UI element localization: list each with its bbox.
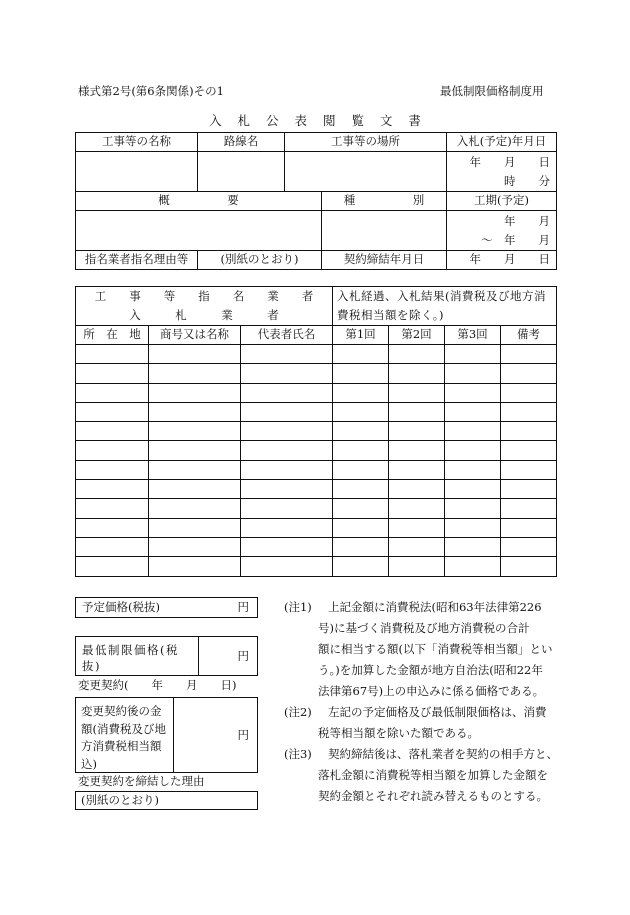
bidder-cell <box>389 345 445 364</box>
note-3 <box>318 744 558 807</box>
bidder-row <box>76 537 557 556</box>
bidder-cell <box>445 364 501 383</box>
bidder-cell <box>445 557 501 576</box>
change-reason-label: 変更契約を締結した理由 <box>78 774 205 788</box>
note-1-line: 法律第67号)上の申込みに係る価格である。 <box>318 684 545 698</box>
bidder-cell <box>149 480 241 499</box>
bidder-cell <box>76 460 149 479</box>
bidder-cell <box>76 537 149 556</box>
note-3-label: (注3) <box>284 747 312 761</box>
note-3-line: 契約締結後は、落札業者を契約の相手方と、 <box>328 747 558 761</box>
min-price-yen: 円 <box>237 649 249 663</box>
bidder-cell <box>445 518 501 537</box>
bidder-cell <box>389 480 445 499</box>
period-value <box>447 211 557 251</box>
bidder-row <box>76 345 557 364</box>
header-bidders <box>76 287 333 326</box>
bidder-cell <box>241 460 333 479</box>
after-change-box <box>75 697 258 773</box>
bidder-cell <box>149 557 241 576</box>
bidder-cell <box>501 518 557 537</box>
bidder-cell <box>333 345 389 364</box>
bidder-cell <box>501 460 557 479</box>
project-place-value <box>285 152 447 192</box>
bidder-cell <box>445 402 501 421</box>
bidder-cell <box>445 499 501 518</box>
bidder-cell <box>76 383 149 402</box>
note-2 <box>318 702 547 744</box>
note-1 <box>318 597 552 702</box>
bidder-cell <box>501 441 557 460</box>
bidder-cell <box>149 402 241 421</box>
bidder-cell <box>389 364 445 383</box>
period-from: 年 月 <box>504 213 550 228</box>
bidder-cell <box>445 460 501 479</box>
bidder-cell <box>76 364 149 383</box>
note-1-line: う。)を加算した金額が地方自治法(昭和22年 <box>318 663 543 677</box>
header-nominated-contractors: 工 事 等 指 名 業 者 <box>94 289 314 303</box>
bidder-cell <box>501 422 557 441</box>
note-1-line: 額に相当する額(以下「消費税等相当額」とい <box>318 642 553 656</box>
route-name-value <box>198 152 285 192</box>
bidder-cell <box>149 422 241 441</box>
bidder-cell <box>333 422 389 441</box>
bidder-cell <box>149 441 241 460</box>
bidder-cell <box>389 402 445 421</box>
bidder-cell <box>389 499 445 518</box>
bidder-row <box>76 480 557 499</box>
bidder-cell <box>241 364 333 383</box>
bidder-cell <box>149 345 241 364</box>
bid-date-ymd: 年 月 日 <box>469 154 550 169</box>
bidder-cell <box>149 364 241 383</box>
bidder-cell <box>149 518 241 537</box>
bidder-cell <box>333 364 389 383</box>
change-contract-line: 変更契約( 年 月 日) <box>78 678 237 692</box>
bidder-cell <box>501 499 557 518</box>
form-number: 様式第2号(第6条関係)その1 <box>78 84 224 98</box>
bidder-cell <box>76 441 149 460</box>
bidder-cell <box>333 441 389 460</box>
summary-value <box>76 211 322 251</box>
bidder-row <box>76 499 557 518</box>
bidder-cell <box>241 441 333 460</box>
period-to: ～ 年 月 <box>481 232 550 247</box>
bidder-cell <box>241 499 333 518</box>
planned-price-box <box>75 597 258 618</box>
col-company-name: 商号又は名称 <box>149 326 241 345</box>
bidder-cell <box>76 499 149 518</box>
col-representative: 代表者氏名 <box>241 326 333 345</box>
bidder-cell <box>445 537 501 556</box>
bidder-cell <box>76 345 149 364</box>
header-project-place: 工事等の場所 <box>285 133 447 152</box>
bidder-cell <box>389 537 445 556</box>
col-address: 所 在 地 <box>76 326 149 345</box>
bidder-cell <box>333 480 389 499</box>
bidder-cell <box>389 557 445 576</box>
bidder-row <box>76 364 557 383</box>
bidder-cell <box>333 460 389 479</box>
bidder-cell <box>241 480 333 499</box>
bidder-row <box>76 518 557 537</box>
bidder-cell <box>76 518 149 537</box>
bidder-cell <box>389 441 445 460</box>
contract-date-value: 年 月 日 <box>447 251 557 270</box>
change-reason-box <box>75 791 258 810</box>
bidder-cell <box>76 402 149 421</box>
project-info-table <box>75 132 557 270</box>
system-label: 最低制限価格制度用 <box>440 84 544 98</box>
bidder-cell <box>333 383 389 402</box>
bidder-cell <box>501 383 557 402</box>
bidder-cell <box>241 518 333 537</box>
header-contract-date: 契約締結年月日 <box>322 251 447 270</box>
planned-price-yen: 円 <box>237 600 249 614</box>
bidder-cell <box>241 422 333 441</box>
note-1-line: 号)に基づく消費税及び地方消費税の合計 <box>318 621 530 635</box>
min-price-label: 最低制限価格(税抜) <box>82 643 179 673</box>
col-round-2: 第2回 <box>389 326 445 345</box>
header-nomination-reason: 指名業者指名理由等 <box>76 251 198 270</box>
note-3-line: 落札金額に消費税等相当額を加算した金額を <box>318 768 548 782</box>
col-round-1: 第1回 <box>333 326 389 345</box>
bidder-row <box>76 402 557 421</box>
note-2-line: 左記の予定価格及び最低制限価格は、消費 <box>328 705 547 719</box>
planned-price-label: 予定価格(税抜) <box>82 600 160 614</box>
col-remarks: 備考 <box>501 326 557 345</box>
header-route-name: 路線名 <box>198 133 285 152</box>
bidder-row <box>76 441 557 460</box>
header-summary: 概 要 <box>76 192 322 211</box>
bidder-cell <box>501 557 557 576</box>
bidder-cell <box>501 345 557 364</box>
bidder-cell <box>333 499 389 518</box>
header-type: 種 別 <box>322 192 447 211</box>
bidder-cell <box>76 480 149 499</box>
bidder-cell <box>333 518 389 537</box>
change-reason-value: (別紙のとおり) <box>81 793 159 807</box>
bid-date-value <box>447 152 557 192</box>
bid-date-time: 時 分 <box>504 173 550 188</box>
column-header-row <box>76 326 557 345</box>
header-period: 工期(予定) <box>447 192 557 211</box>
note-1-line: 上記金額に消費税法(昭和63年法律第226 <box>328 600 542 614</box>
note-1-label: (注1) <box>284 600 312 614</box>
bidder-cell <box>241 345 333 364</box>
note-2-label: (注2) <box>284 705 312 719</box>
bidder-row <box>76 557 557 576</box>
bidder-cell <box>501 364 557 383</box>
bidder-cell <box>501 537 557 556</box>
document-title: 入 札 公 表 閲 覧 文 書 <box>209 113 421 128</box>
bidder-cell <box>445 422 501 441</box>
bidder-row <box>76 460 557 479</box>
bidder-cell <box>333 537 389 556</box>
bidder-cell <box>389 383 445 402</box>
bidder-cell <box>445 383 501 402</box>
header-bid-date: 入札(予定)年月日 <box>447 133 557 152</box>
project-name-value <box>76 152 198 192</box>
bidder-cell <box>389 518 445 537</box>
bidder-cell <box>241 537 333 556</box>
header-project-name: 工事等の名称 <box>76 133 198 152</box>
bidder-cell <box>389 422 445 441</box>
bidder-cell <box>501 480 557 499</box>
min-price-box <box>75 636 258 676</box>
bidder-cell <box>501 402 557 421</box>
after-change-yen: 円 <box>237 728 249 742</box>
col-round-3: 第3回 <box>445 326 501 345</box>
note-2-line: 税等相当額を除いた額である。 <box>318 726 479 740</box>
bidders-table <box>75 286 557 577</box>
bidder-cell <box>149 383 241 402</box>
bidder-cell <box>445 480 501 499</box>
bidder-cell <box>389 460 445 479</box>
type-value <box>322 211 447 251</box>
bidder-cell <box>76 557 149 576</box>
bidder-cell <box>445 345 501 364</box>
bidder-cell <box>149 499 241 518</box>
bidder-row <box>76 383 557 402</box>
bidder-row <box>76 422 557 441</box>
after-change-label: 変更契約後の金額(消費税及び地方消費税相当額込) <box>81 704 166 771</box>
bidder-cell <box>333 402 389 421</box>
nomination-reason-value: (別紙のとおり) <box>198 251 322 270</box>
header-bid-progress: 入札経過、入札結果(消費税及び地方消費税相当額を除く。) <box>333 287 557 326</box>
bidder-cell <box>241 557 333 576</box>
bidder-cell <box>76 422 149 441</box>
bidder-cell <box>241 383 333 402</box>
bidder-cell <box>149 537 241 556</box>
bidder-cell <box>149 460 241 479</box>
note-3-line: 契約金額とそれぞれ読み替えるものとする。 <box>318 789 548 803</box>
header-bidding-contractors: 入 札 業 者 <box>129 308 279 322</box>
bidder-cell <box>445 441 501 460</box>
bidder-cell <box>333 557 389 576</box>
bidder-cell <box>241 402 333 421</box>
